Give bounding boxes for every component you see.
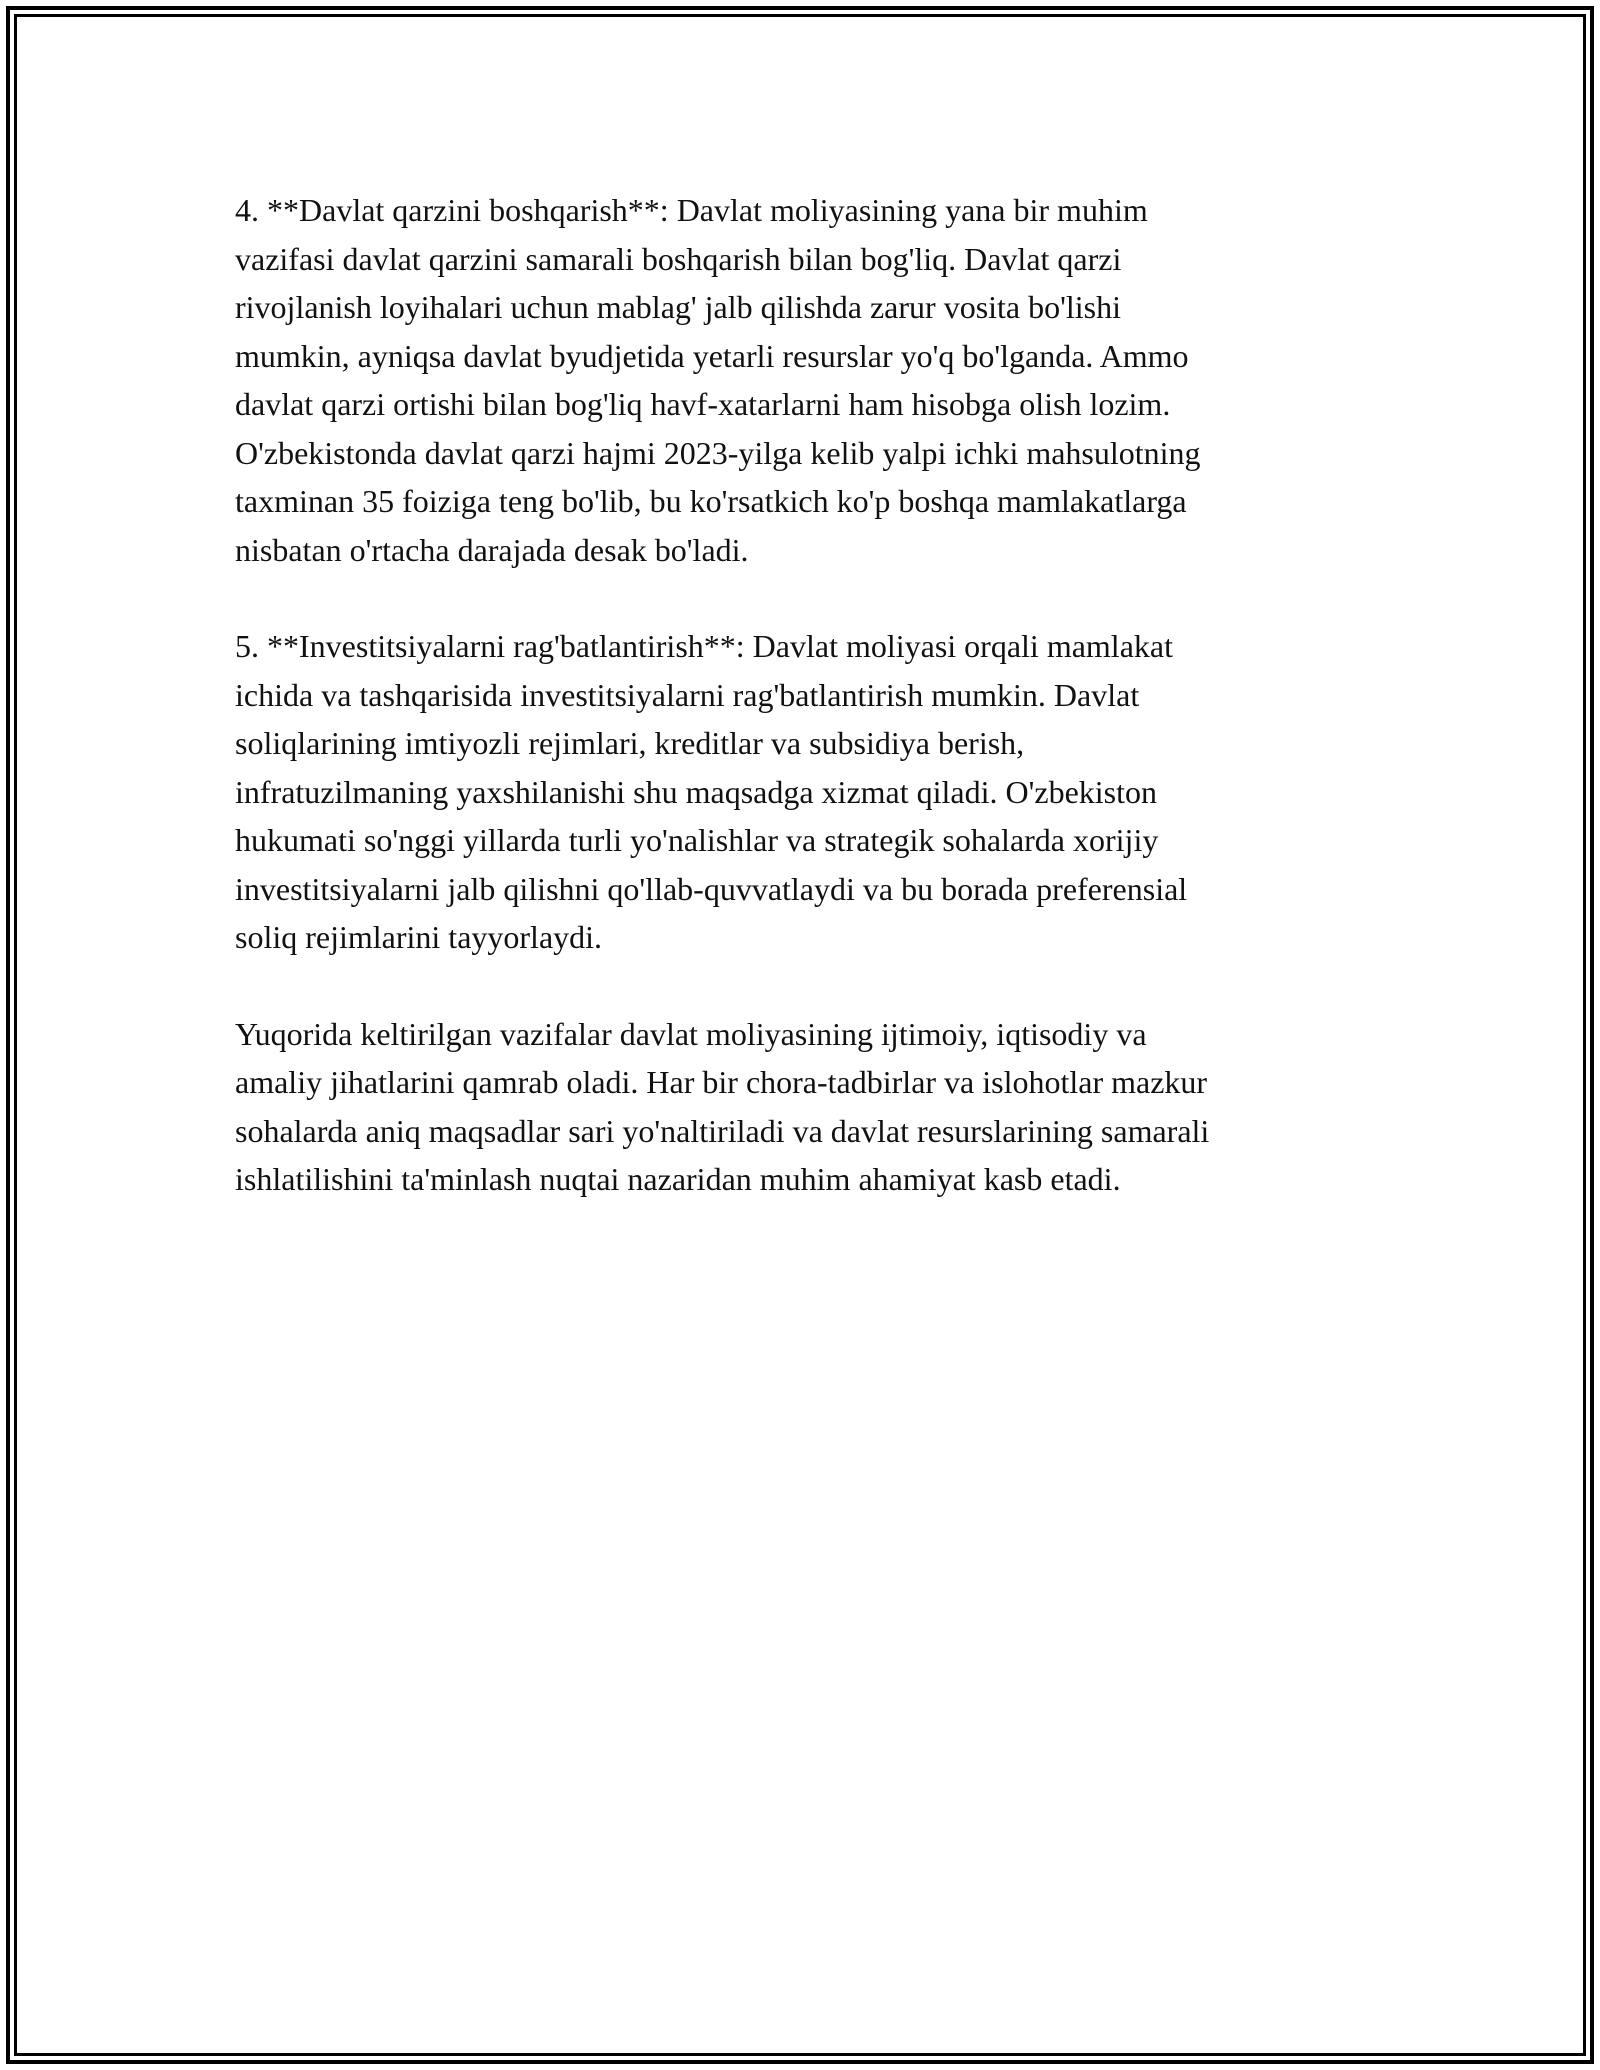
paragraph-debt-management: 4. **Davlat qarzini boshqarish**: Davlat moliyasining yana bir muhim vazifasi davlat qarzini samarali boshqarish bilan bog'liq. Davlat qarzi rivojlanish loyihalari uchun mablag' jalb qilishda zarur vosita bo'lishi mumkin, ayniqsa davlat byudjetida yetarli resurslar yo'q bo'lganda. Ammo davlat qarzi ortishi bilan bog'liq havf-xatarlarni ham hisobga olish lozim. O'zbekistonda davlat qarzi hajmi 2023-yilga kelib yalpi ichki mahsulotning taxminan 35 foiziga teng bo'lib, bu ko'rsatkich ko'p boshqa mamlakatlarga nisbatan o'rtacha darajada desak bo'ladi. xyxy=(235,192,1201,568)
paragraph-conclusion: Yuqorida keltirilgan vazifalar davlat moliyasining ijtimoiy, iqtisodiy va amaliy jihatlarini qamrab oladi. Har bir chora-tadbirlar va islohotlar mazkur sohalarda aniq maqsadlar sari yo'naltiriladi va davlat resurslarining samarali ishlatilishini ta'minlash nuqtai nazaridan muhim ahamiyat kasb etadi. xyxy=(235,1015,1210,1197)
document-body xyxy=(235,186,1365,1252)
paragraph-investment-promotion: 5. **Investitsiyalarni rag'batlantirish**: Davlat moliyasi orqali mamlakat ichida va tashqarisida investitsiyalarni rag'batlantirish mumkin. Davlat soliqlarining imtiyozli rejimlari, kreditlar va subsidiya berish, infratuzilmaning yaxshilanishi shu maqsadga xizmat qiladi. O'zbekiston hukumati so'nggi yillarda turli yo'nalishlar va strategik sohalarda xorijiy investitsiyalarni jalb qilishni qo'llab-quvvatlaydi va bu borada preferensial soliq rejimlarini tayyorlaydi. xyxy=(235,628,1188,955)
